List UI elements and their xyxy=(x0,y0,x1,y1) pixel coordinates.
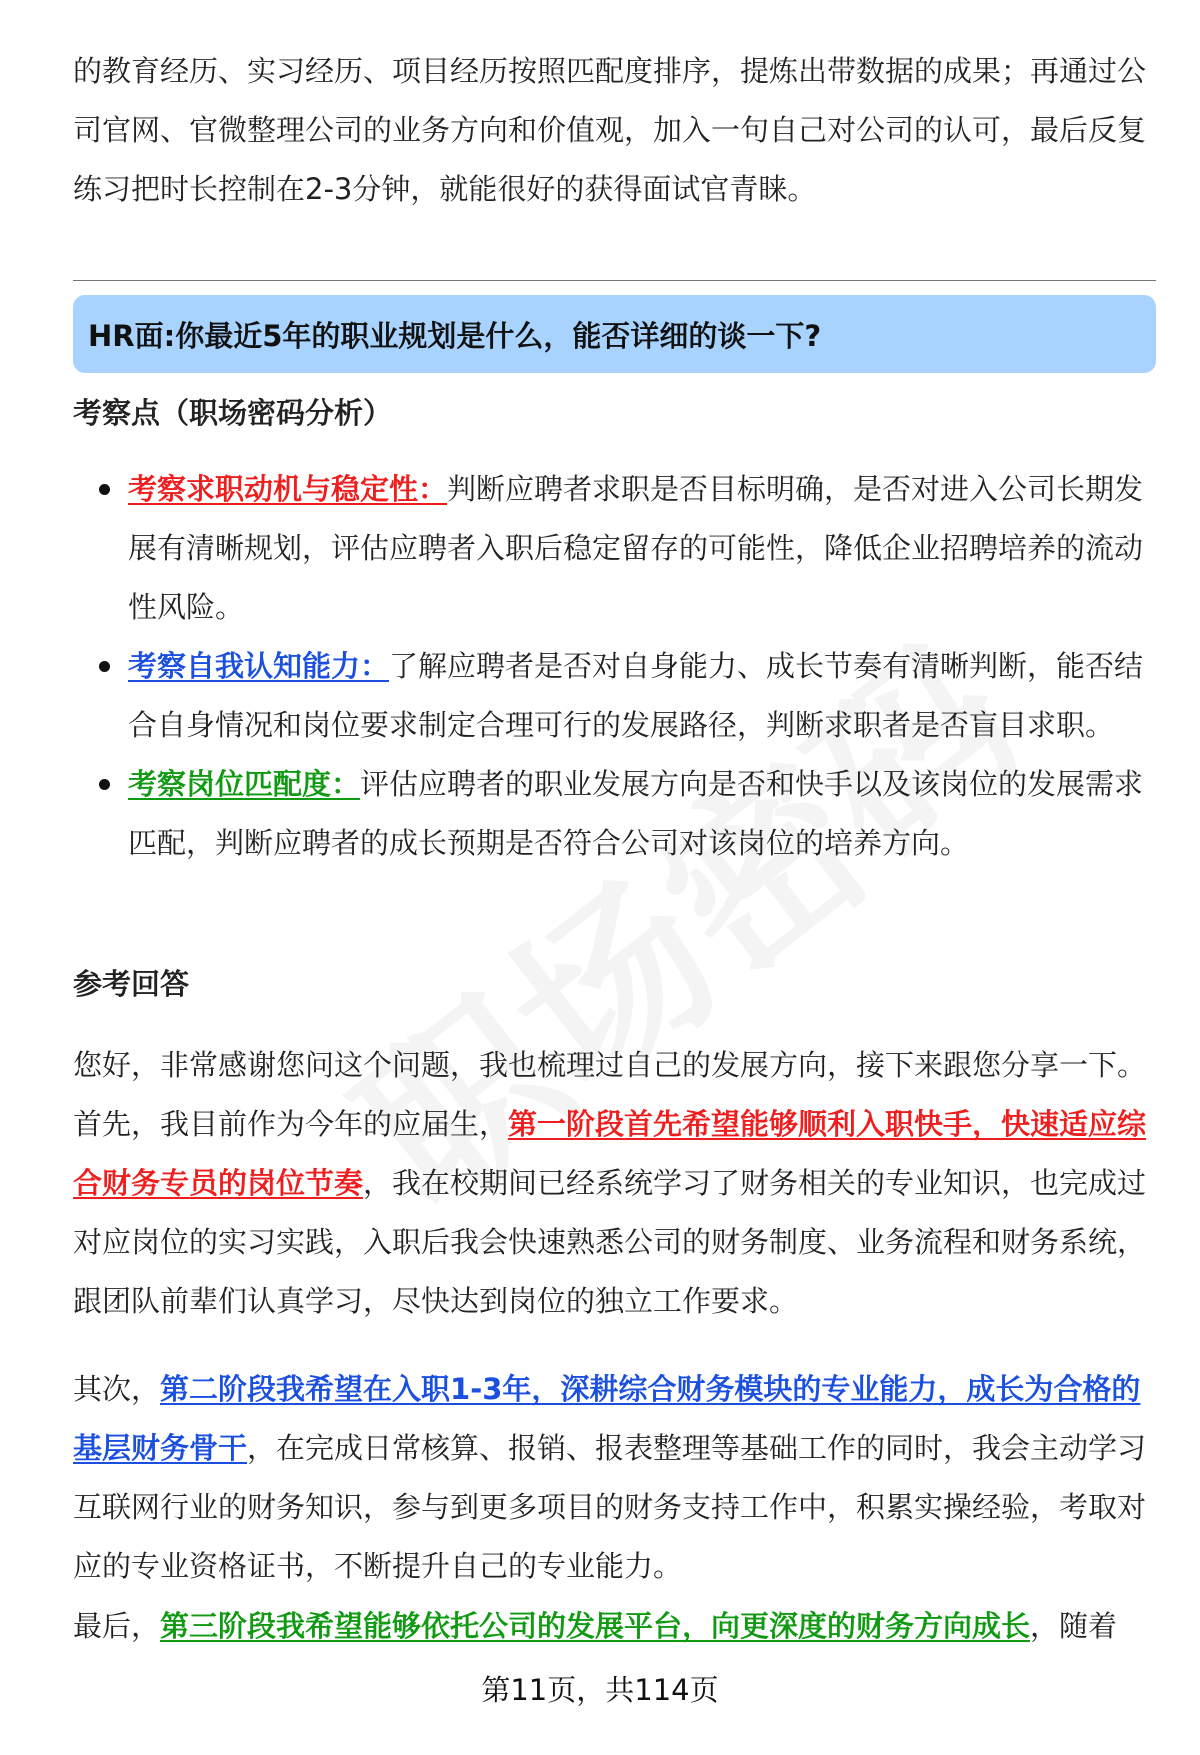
section-divider xyxy=(73,280,1156,281)
bullet-dot xyxy=(99,661,110,672)
analysis-item-text: 了解应聘者是否对自身能力、成长节奏有清晰判断，能否结合自身情况和岗位要求制定合理可行的发展路径，判断求职者是否盲目求职。 xyxy=(128,649,1144,742)
analysis-item-label: 考察岗位匹配度： xyxy=(128,767,361,801)
answer-text: 您好，非常感谢您问这个问题，我也梳理过自己的发展方向，接下来跟您分享一下。首先，我目前作为今年的应届生， xyxy=(73,1048,1147,1141)
answer-paragraph-1 xyxy=(73,1036,1148,1331)
answer-highlight-3: 第三阶段我希望能够依托公司的发展平台，向更深度的财务方向成长 xyxy=(160,1609,1031,1643)
analysis-item xyxy=(73,637,1153,755)
answer-text: ，在完成日常核算、报销、报表整理等基础工作的同时，我会主动学习互联网行业的财务知识，参与到更多项目的财务支持工作中，积累实操经验，考取对应的专业资格证书，不断提升自己的专业能力。 xyxy=(73,1431,1147,1583)
answer-paragraph-2 xyxy=(73,1360,1148,1596)
bullet-dot xyxy=(99,779,110,790)
analysis-item-text: 评估应聘者的职业发展方向是否和快手以及该岗位的发展需求匹配，判断应聘者的成长预期是否符合公司对该岗位的培养方向。 xyxy=(128,767,1144,860)
analysis-item-text: 判断应聘者求职是否目标明确，是否对进入公司长期发展有清晰规划，评估应聘者入职后稳定留存的可能性，降低企业招聘培养的流动性风险。 xyxy=(128,472,1144,624)
question-box xyxy=(73,295,1156,373)
analysis-item xyxy=(73,755,1153,873)
analysis-item-label: 考察自我认知能力： xyxy=(128,649,390,683)
answer-text: ，我在校期间已经系统学习了财务相关的专业知识，也完成过对应岗位的实习实践，入职后我会快速熟悉公司的财务制度、业务流程和财务系统，跟团队前辈们认真学习，尽快达到岗位的独立工作要求。 xyxy=(73,1166,1147,1318)
answer-text: 其次， xyxy=(73,1372,161,1406)
answer-text: ，随着 xyxy=(1030,1609,1118,1643)
bullet-dot xyxy=(99,484,110,495)
answer-text: 最后， xyxy=(73,1609,161,1643)
intro-paragraph: 的教育经历、实习经历、项目经历按照匹配度排序，提炼出带数据的成果；再通过公司官网、官微整理公司的业务方向和价值观，加入一句自己对公司的认可，最后反复练习把时长控制在2-3分钟，就能很好的获得面试官青睐。 xyxy=(73,54,1147,206)
analysis-item-label: 考察求职动机与稳定性： xyxy=(128,472,448,506)
answer-highlight-2: 第二阶段我希望在入职1-3年，深耕综合财务模块的专业能力，成长为合格的基层财务骨干 xyxy=(73,1372,1141,1465)
answer-heading: 参考回答 xyxy=(73,967,190,1001)
analysis-item xyxy=(73,460,1153,637)
answer-highlight-1: 第一阶段首先希望能够顺利入职快手，快速适应综合财务专员的岗位节奏 xyxy=(73,1107,1147,1200)
page-number: 第11页，共114页 xyxy=(481,1673,719,1707)
analysis-heading: 考察点（职场密码分析） xyxy=(73,396,393,430)
question-title: HR面:你最近5年的职业规划是什么，能否详细的谈一下? xyxy=(88,318,822,353)
analysis-list xyxy=(73,460,1153,873)
answer-paragraph-3 xyxy=(73,1597,1148,1656)
